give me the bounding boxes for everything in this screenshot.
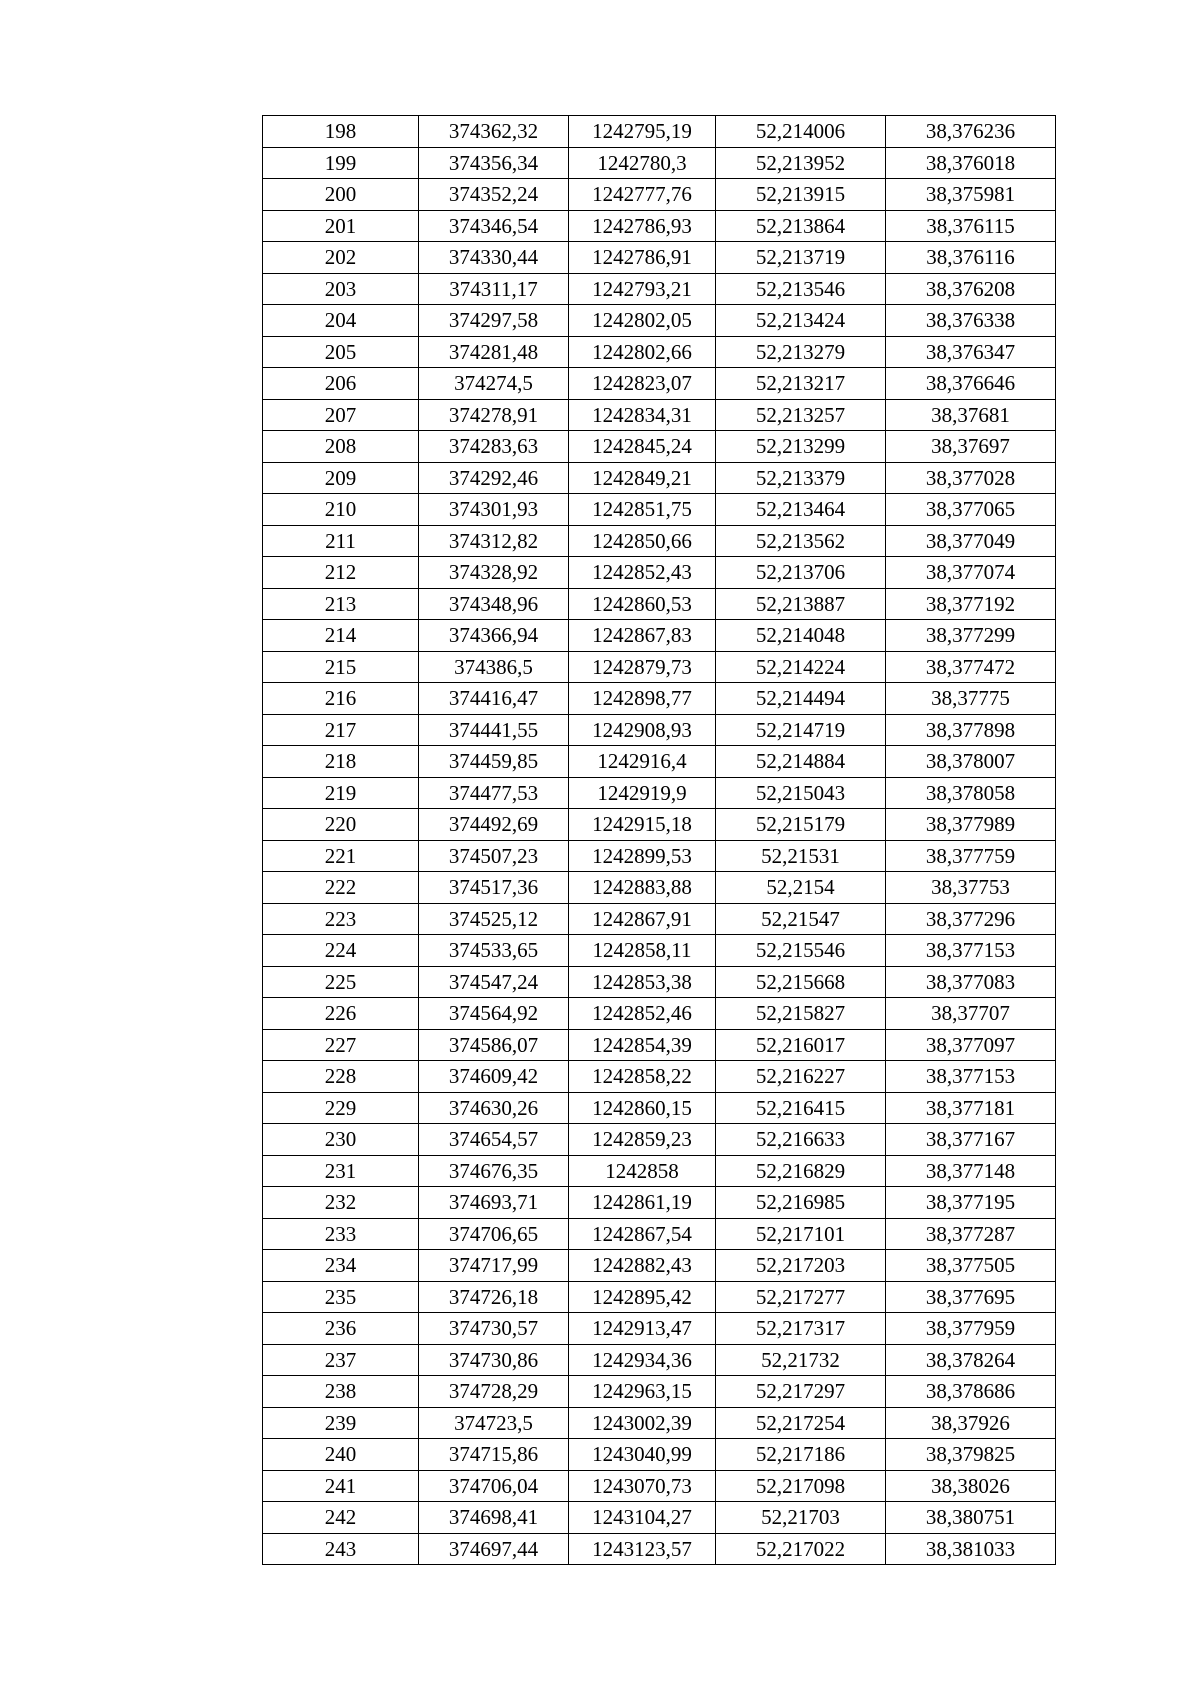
y-coordinate-cell: 1242867,83 — [569, 620, 716, 652]
x-coordinate-cell: 374441,55 — [419, 714, 569, 746]
point-number-cell: 239 — [263, 1407, 419, 1439]
table-row — [263, 462, 1056, 494]
point-number-cell: 221 — [263, 840, 419, 872]
latitude-cell: 52,21732 — [716, 1344, 886, 1376]
latitude-cell: 52,217317 — [716, 1313, 886, 1345]
latitude-cell: 52,214006 — [716, 116, 886, 148]
x-coordinate-cell: 374706,04 — [419, 1470, 569, 1502]
latitude-cell: 52,213915 — [716, 179, 886, 211]
latitude-cell: 52,214719 — [716, 714, 886, 746]
latitude-cell: 52,217186 — [716, 1439, 886, 1471]
point-number-cell: 233 — [263, 1218, 419, 1250]
latitude-cell: 52,214494 — [716, 683, 886, 715]
longitude-cell: 38,377074 — [886, 557, 1056, 589]
point-number-cell: 220 — [263, 809, 419, 841]
latitude-cell: 52,215043 — [716, 777, 886, 809]
latitude-cell: 52,217254 — [716, 1407, 886, 1439]
point-number-cell: 210 — [263, 494, 419, 526]
x-coordinate-cell: 374564,92 — [419, 998, 569, 1030]
table-row — [263, 998, 1056, 1030]
y-coordinate-cell: 1242898,77 — [569, 683, 716, 715]
latitude-cell: 52,213257 — [716, 399, 886, 431]
x-coordinate-cell: 374346,54 — [419, 210, 569, 242]
y-coordinate-cell: 1242899,53 — [569, 840, 716, 872]
y-coordinate-cell: 1242823,07 — [569, 368, 716, 400]
latitude-cell: 52,215668 — [716, 966, 886, 998]
point-number-cell: 200 — [263, 179, 419, 211]
y-coordinate-cell: 1242895,42 — [569, 1281, 716, 1313]
x-coordinate-cell: 374283,63 — [419, 431, 569, 463]
longitude-cell: 38,377505 — [886, 1250, 1056, 1282]
longitude-cell: 38,377148 — [886, 1155, 1056, 1187]
x-coordinate-cell: 374609,42 — [419, 1061, 569, 1093]
table-row — [263, 431, 1056, 463]
latitude-cell: 52,21547 — [716, 903, 886, 935]
x-coordinate-cell: 374723,5 — [419, 1407, 569, 1439]
point-number-cell: 226 — [263, 998, 419, 1030]
latitude-cell: 52,213887 — [716, 588, 886, 620]
longitude-cell: 38,377167 — [886, 1124, 1056, 1156]
point-number-cell: 211 — [263, 525, 419, 557]
y-coordinate-cell: 1242860,15 — [569, 1092, 716, 1124]
point-number-cell: 237 — [263, 1344, 419, 1376]
table-row — [263, 651, 1056, 683]
longitude-cell: 38,376116 — [886, 242, 1056, 274]
x-coordinate-cell: 374301,93 — [419, 494, 569, 526]
longitude-cell: 38,377181 — [886, 1092, 1056, 1124]
latitude-cell: 52,21703 — [716, 1502, 886, 1534]
x-coordinate-cell: 374630,26 — [419, 1092, 569, 1124]
point-number-cell: 217 — [263, 714, 419, 746]
longitude-cell: 38,376347 — [886, 336, 1056, 368]
table-row — [263, 1218, 1056, 1250]
point-number-cell: 229 — [263, 1092, 419, 1124]
x-coordinate-cell: 374356,34 — [419, 147, 569, 179]
x-coordinate-cell: 374698,41 — [419, 1502, 569, 1534]
latitude-cell: 52,217098 — [716, 1470, 886, 1502]
latitude-cell: 52,213706 — [716, 557, 886, 589]
y-coordinate-cell: 1242786,91 — [569, 242, 716, 274]
x-coordinate-cell: 374492,69 — [419, 809, 569, 841]
latitude-cell: 52,216633 — [716, 1124, 886, 1156]
longitude-cell: 38,377759 — [886, 840, 1056, 872]
longitude-cell: 38,376115 — [886, 210, 1056, 242]
table-row — [263, 966, 1056, 998]
table-row — [263, 1439, 1056, 1471]
latitude-cell: 52,213952 — [716, 147, 886, 179]
x-coordinate-cell: 374697,44 — [419, 1533, 569, 1565]
y-coordinate-cell: 1242913,47 — [569, 1313, 716, 1345]
point-number-cell: 224 — [263, 935, 419, 967]
y-coordinate-cell: 1242853,38 — [569, 966, 716, 998]
x-coordinate-cell: 374352,24 — [419, 179, 569, 211]
point-number-cell: 204 — [263, 305, 419, 337]
table-row — [263, 557, 1056, 589]
point-number-cell: 240 — [263, 1439, 419, 1471]
longitude-cell: 38,377097 — [886, 1029, 1056, 1061]
latitude-cell: 52,215546 — [716, 935, 886, 967]
y-coordinate-cell: 1242963,15 — [569, 1376, 716, 1408]
table-row — [263, 210, 1056, 242]
table-row — [263, 494, 1056, 526]
x-coordinate-cell: 374726,18 — [419, 1281, 569, 1313]
longitude-cell: 38,37775 — [886, 683, 1056, 715]
table-row — [263, 809, 1056, 841]
latitude-cell: 52,216415 — [716, 1092, 886, 1124]
table-row — [263, 1029, 1056, 1061]
longitude-cell: 38,37753 — [886, 872, 1056, 904]
latitude-cell: 52,21531 — [716, 840, 886, 872]
table-row — [263, 746, 1056, 778]
y-coordinate-cell: 1242859,23 — [569, 1124, 716, 1156]
y-coordinate-cell: 1243040,99 — [569, 1439, 716, 1471]
table-row — [263, 840, 1056, 872]
longitude-cell: 38,377296 — [886, 903, 1056, 935]
point-number-cell: 242 — [263, 1502, 419, 1534]
table-row — [263, 147, 1056, 179]
x-coordinate-cell: 374348,96 — [419, 588, 569, 620]
point-number-cell: 202 — [263, 242, 419, 274]
latitude-cell: 52,213864 — [716, 210, 886, 242]
x-coordinate-cell: 374517,36 — [419, 872, 569, 904]
x-coordinate-cell: 374281,48 — [419, 336, 569, 368]
y-coordinate-cell: 1242854,39 — [569, 1029, 716, 1061]
latitude-cell: 52,215827 — [716, 998, 886, 1030]
latitude-cell: 52,213217 — [716, 368, 886, 400]
point-number-cell: 198 — [263, 116, 419, 148]
latitude-cell: 52,216829 — [716, 1155, 886, 1187]
point-number-cell: 201 — [263, 210, 419, 242]
x-coordinate-cell: 374693,71 — [419, 1187, 569, 1219]
x-coordinate-cell: 374525,12 — [419, 903, 569, 935]
y-coordinate-cell: 1242867,91 — [569, 903, 716, 935]
table-row — [263, 1407, 1056, 1439]
x-coordinate-cell: 374533,65 — [419, 935, 569, 967]
point-number-cell: 218 — [263, 746, 419, 778]
latitude-cell: 52,214884 — [716, 746, 886, 778]
y-coordinate-cell: 1243123,57 — [569, 1533, 716, 1565]
longitude-cell: 38,37681 — [886, 399, 1056, 431]
table-row — [263, 683, 1056, 715]
longitude-cell: 38,378264 — [886, 1344, 1056, 1376]
latitude-cell: 52,217297 — [716, 1376, 886, 1408]
coordinates-table — [262, 115, 1056, 1565]
point-number-cell: 219 — [263, 777, 419, 809]
point-number-cell: 212 — [263, 557, 419, 589]
point-number-cell: 214 — [263, 620, 419, 652]
latitude-cell: 52,216017 — [716, 1029, 886, 1061]
y-coordinate-cell: 1242834,31 — [569, 399, 716, 431]
table-row — [263, 1281, 1056, 1313]
point-number-cell: 213 — [263, 588, 419, 620]
table-row — [263, 1155, 1056, 1187]
longitude-cell: 38,378007 — [886, 746, 1056, 778]
latitude-cell: 52,217022 — [716, 1533, 886, 1565]
table-row — [263, 1344, 1056, 1376]
longitude-cell: 38,380751 — [886, 1502, 1056, 1534]
longitude-cell: 38,377192 — [886, 588, 1056, 620]
x-coordinate-cell: 374328,92 — [419, 557, 569, 589]
longitude-cell: 38,377028 — [886, 462, 1056, 494]
table-row — [263, 588, 1056, 620]
point-number-cell: 208 — [263, 431, 419, 463]
x-coordinate-cell: 374730,86 — [419, 1344, 569, 1376]
table-row — [263, 1313, 1056, 1345]
point-number-cell: 234 — [263, 1250, 419, 1282]
longitude-cell: 38,377287 — [886, 1218, 1056, 1250]
x-coordinate-cell: 374416,47 — [419, 683, 569, 715]
point-number-cell: 216 — [263, 683, 419, 715]
longitude-cell: 38,38026 — [886, 1470, 1056, 1502]
table-row — [263, 336, 1056, 368]
x-coordinate-cell: 374717,99 — [419, 1250, 569, 1282]
point-number-cell: 199 — [263, 147, 419, 179]
latitude-cell: 52,213546 — [716, 273, 886, 305]
table-row — [263, 1061, 1056, 1093]
latitude-cell: 52,214224 — [716, 651, 886, 683]
longitude-cell: 38,376236 — [886, 116, 1056, 148]
latitude-cell: 52,216985 — [716, 1187, 886, 1219]
x-coordinate-cell: 374292,46 — [419, 462, 569, 494]
table-row — [263, 1250, 1056, 1282]
table-row — [263, 368, 1056, 400]
latitude-cell: 52,213464 — [716, 494, 886, 526]
y-coordinate-cell: 1242867,54 — [569, 1218, 716, 1250]
latitude-cell: 52,215179 — [716, 809, 886, 841]
point-number-cell: 238 — [263, 1376, 419, 1408]
y-coordinate-cell: 1242802,05 — [569, 305, 716, 337]
y-coordinate-cell: 1242793,21 — [569, 273, 716, 305]
y-coordinate-cell: 1242802,66 — [569, 336, 716, 368]
latitude-cell: 52,213562 — [716, 525, 886, 557]
table-row — [263, 1124, 1056, 1156]
latitude-cell: 52,213299 — [716, 431, 886, 463]
table-row — [263, 242, 1056, 274]
table-row — [263, 305, 1056, 337]
y-coordinate-cell: 1242915,18 — [569, 809, 716, 841]
y-coordinate-cell: 1242851,75 — [569, 494, 716, 526]
point-number-cell: 241 — [263, 1470, 419, 1502]
table-row — [263, 872, 1056, 904]
y-coordinate-cell: 1242852,46 — [569, 998, 716, 1030]
y-coordinate-cell: 1243104,27 — [569, 1502, 716, 1534]
x-coordinate-cell: 374312,82 — [419, 525, 569, 557]
y-coordinate-cell: 1242861,19 — [569, 1187, 716, 1219]
table-row — [263, 1376, 1056, 1408]
x-coordinate-cell: 374507,23 — [419, 840, 569, 872]
latitude-cell: 52,2154 — [716, 872, 886, 904]
y-coordinate-cell: 1242858,22 — [569, 1061, 716, 1093]
point-number-cell: 228 — [263, 1061, 419, 1093]
y-coordinate-cell: 1242919,9 — [569, 777, 716, 809]
longitude-cell: 38,377959 — [886, 1313, 1056, 1345]
latitude-cell: 52,217203 — [716, 1250, 886, 1282]
longitude-cell: 38,377153 — [886, 1061, 1056, 1093]
table-row — [263, 179, 1056, 211]
x-coordinate-cell: 374311,17 — [419, 273, 569, 305]
latitude-cell: 52,213379 — [716, 462, 886, 494]
longitude-cell: 38,377989 — [886, 809, 1056, 841]
point-number-cell: 223 — [263, 903, 419, 935]
longitude-cell: 38,376208 — [886, 273, 1056, 305]
latitude-cell: 52,217277 — [716, 1281, 886, 1313]
point-number-cell: 222 — [263, 872, 419, 904]
y-coordinate-cell: 1242858 — [569, 1155, 716, 1187]
table-row — [263, 1533, 1056, 1565]
longitude-cell: 38,37926 — [886, 1407, 1056, 1439]
y-coordinate-cell: 1242777,76 — [569, 179, 716, 211]
x-coordinate-cell: 374715,86 — [419, 1439, 569, 1471]
longitude-cell: 38,379825 — [886, 1439, 1056, 1471]
point-number-cell: 232 — [263, 1187, 419, 1219]
longitude-cell: 38,377153 — [886, 935, 1056, 967]
x-coordinate-cell: 374297,58 — [419, 305, 569, 337]
table-row — [263, 935, 1056, 967]
point-number-cell: 236 — [263, 1313, 419, 1345]
point-number-cell: 207 — [263, 399, 419, 431]
x-coordinate-cell: 374730,57 — [419, 1313, 569, 1345]
longitude-cell: 38,37707 — [886, 998, 1056, 1030]
y-coordinate-cell: 1242934,36 — [569, 1344, 716, 1376]
x-coordinate-cell: 374330,44 — [419, 242, 569, 274]
y-coordinate-cell: 1243070,73 — [569, 1470, 716, 1502]
table-row — [263, 1502, 1056, 1534]
x-coordinate-cell: 374477,53 — [419, 777, 569, 809]
longitude-cell: 38,375981 — [886, 179, 1056, 211]
x-coordinate-cell: 374278,91 — [419, 399, 569, 431]
latitude-cell: 52,214048 — [716, 620, 886, 652]
point-number-cell: 215 — [263, 651, 419, 683]
latitude-cell: 52,216227 — [716, 1061, 886, 1093]
table-row — [263, 525, 1056, 557]
x-coordinate-cell: 374274,5 — [419, 368, 569, 400]
point-number-cell: 209 — [263, 462, 419, 494]
longitude-cell: 38,37697 — [886, 431, 1056, 463]
longitude-cell: 38,377898 — [886, 714, 1056, 746]
y-coordinate-cell: 1242908,93 — [569, 714, 716, 746]
latitude-cell: 52,213424 — [716, 305, 886, 337]
y-coordinate-cell: 1242860,53 — [569, 588, 716, 620]
y-coordinate-cell: 1242786,93 — [569, 210, 716, 242]
table-row — [263, 273, 1056, 305]
longitude-cell: 38,376018 — [886, 147, 1056, 179]
point-number-cell: 205 — [263, 336, 419, 368]
longitude-cell: 38,377695 — [886, 1281, 1056, 1313]
x-coordinate-cell: 374366,94 — [419, 620, 569, 652]
point-number-cell: 227 — [263, 1029, 419, 1061]
longitude-cell: 38,378686 — [886, 1376, 1056, 1408]
point-number-cell: 230 — [263, 1124, 419, 1156]
x-coordinate-cell: 374728,29 — [419, 1376, 569, 1408]
table-row — [263, 903, 1056, 935]
longitude-cell: 38,378058 — [886, 777, 1056, 809]
x-coordinate-cell: 374654,57 — [419, 1124, 569, 1156]
longitude-cell: 38,381033 — [886, 1533, 1056, 1565]
point-number-cell: 203 — [263, 273, 419, 305]
x-coordinate-cell: 374586,07 — [419, 1029, 569, 1061]
table-row — [263, 777, 1056, 809]
y-coordinate-cell: 1242780,3 — [569, 147, 716, 179]
y-coordinate-cell: 1242858,11 — [569, 935, 716, 967]
point-number-cell: 206 — [263, 368, 419, 400]
x-coordinate-cell: 374459,85 — [419, 746, 569, 778]
y-coordinate-cell: 1242916,4 — [569, 746, 716, 778]
longitude-cell: 38,377299 — [886, 620, 1056, 652]
longitude-cell: 38,376338 — [886, 305, 1056, 337]
longitude-cell: 38,377195 — [886, 1187, 1056, 1219]
y-coordinate-cell: 1242852,43 — [569, 557, 716, 589]
latitude-cell: 52,217101 — [716, 1218, 886, 1250]
x-coordinate-cell: 374547,24 — [419, 966, 569, 998]
table-row — [263, 620, 1056, 652]
y-coordinate-cell: 1242795,19 — [569, 116, 716, 148]
table-row — [263, 116, 1056, 148]
y-coordinate-cell: 1242879,73 — [569, 651, 716, 683]
x-coordinate-cell: 374676,35 — [419, 1155, 569, 1187]
point-number-cell: 225 — [263, 966, 419, 998]
y-coordinate-cell: 1242850,66 — [569, 525, 716, 557]
y-coordinate-cell: 1242882,43 — [569, 1250, 716, 1282]
table-row — [263, 399, 1056, 431]
longitude-cell: 38,377049 — [886, 525, 1056, 557]
point-number-cell: 243 — [263, 1533, 419, 1565]
longitude-cell: 38,377472 — [886, 651, 1056, 683]
x-coordinate-cell: 374362,32 — [419, 116, 569, 148]
table-row — [263, 1470, 1056, 1502]
table-row — [263, 1092, 1056, 1124]
point-number-cell: 235 — [263, 1281, 419, 1313]
y-coordinate-cell: 1242845,24 — [569, 431, 716, 463]
longitude-cell: 38,376646 — [886, 368, 1056, 400]
table-row — [263, 1187, 1056, 1219]
latitude-cell: 52,213719 — [716, 242, 886, 274]
point-number-cell: 231 — [263, 1155, 419, 1187]
x-coordinate-cell: 374706,65 — [419, 1218, 569, 1250]
y-coordinate-cell: 1242883,88 — [569, 872, 716, 904]
coordinates-table-body — [263, 116, 1056, 1565]
longitude-cell: 38,377083 — [886, 966, 1056, 998]
longitude-cell: 38,377065 — [886, 494, 1056, 526]
x-coordinate-cell: 374386,5 — [419, 651, 569, 683]
y-coordinate-cell: 1243002,39 — [569, 1407, 716, 1439]
latitude-cell: 52,213279 — [716, 336, 886, 368]
table-row — [263, 714, 1056, 746]
y-coordinate-cell: 1242849,21 — [569, 462, 716, 494]
